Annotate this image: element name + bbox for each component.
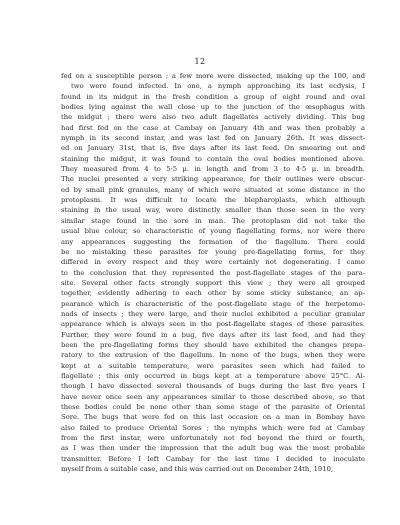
text-line: kept at a suitable temperature, were parasites seen which had failed to (61, 361, 365, 370)
text-line: Sore. The bugs that were fed on this last occasion on a man in Bombay have (61, 413, 365, 422)
text-line: transmitter. Before I left Cambay for the last time I decided to inoculate (61, 454, 365, 463)
text-line: usual blue colour, so characteristic of young flagellating forms, nor were there (61, 227, 365, 236)
text-line: two were found infected. In one, a nymph approaching its last ecdysis, I (71, 82, 365, 91)
text-line: any appearances suggesting the formation of the flagellum. There could (61, 237, 365, 246)
text-line: found in its midgut in the fresh condition a group of eight round and oval (61, 92, 365, 101)
text-line: bodies lying against the wall close up to the junction of the œsophagus with (61, 103, 365, 112)
text-line: as I was then under the impression that the adult bug was the most probable (61, 444, 365, 453)
text-line: though I have dissected several thousands of bugs during the last five years I (61, 382, 365, 391)
text-line: They measured from 4 to 5·5 μ. in length and from 3 to 4·5 μ. in breadth. (61, 165, 365, 174)
page-number: 12 (194, 57, 206, 66)
text-line: the midgut ; there were also two adult flagellates actively dividing. This bug (61, 113, 365, 122)
text-line: pearance which is characteristic of the post-flagellate stage of the herpetomo- (61, 299, 365, 308)
text-line: have never once seen any appearances similar to those described above, so that (61, 392, 365, 401)
text-line: similar stage found in the sore in man. The protoplasm did not take the (61, 216, 365, 225)
text-line: flagellate ; this only occurred in bugs kept at a temperature above 25°C. Al- (61, 371, 365, 380)
text-line: site. Several other facts strongly support this view ; they were all grouped (61, 278, 365, 287)
text-line: The nuclei presented a very striking appearance, for their outlines were obscur- (61, 175, 365, 184)
text-line: staining in the usual way, were distinctly smaller than those seen in the very (61, 206, 365, 215)
body-text (61, 71, 365, 474)
text-line: myself from a suitable case, and this was carried out on December 24th, 1910, (61, 465, 334, 474)
text-line: ed by small pink granules, many of which were situated at some distance in the (61, 185, 365, 194)
text-line: been the pre-flagellating forms they should have exhibited the changes prepa- (61, 340, 365, 349)
text-line: from the first instar, were unfortunately not fed beyond the third or fourth, (61, 434, 365, 443)
text-line: Further, they were found in a bug, five days after its last feed, and had they (61, 330, 365, 339)
text-line: ratory to the extrusion of the flagellum. In none of the bugs, when they were (61, 351, 365, 360)
text-line: together, evidently adhering to each other by some sticky substance, an ap- (61, 289, 365, 298)
text-line: be no mistaking these parasites for young pre-flagellating forms, for they (61, 247, 365, 256)
text-line: ed on January 31st, that is, five days after its last feed. On smearing out and (61, 144, 365, 153)
text-line: differed in every respect and they were certainly not degenerating. I came (61, 258, 365, 267)
text-line: to the conclusion that they represented the post-flagellate stages of the para- (61, 268, 365, 277)
text-line: appearance which is always seen in the post-flagellate stages of these parasites. (61, 320, 365, 329)
text-line: nymph in its second instar, and was last fed on January 26th. It was dissect- (61, 134, 365, 143)
text-line: staining the midgut, it was found to contain the oval bodies mentioned above. (61, 154, 365, 163)
text-line: fed on a susceptible person ; a few more were dissected, making up the 100, and (61, 72, 365, 80)
text-line: also failed to produce Oriental Sores ; the nymphs which were fed at Cambay (61, 423, 365, 432)
text-line: had first fed on the case at Cambay on January 4th and was then probably a (61, 123, 365, 132)
text-line: nads of insects ; they were large, and their nuclei exhibited a peculiar granular (61, 309, 365, 318)
text-line: protoplasm. It was difficult to locate the blepharoplasts, which although (61, 196, 365, 205)
text-line: these bodies could be none other than some stage of the parasite of Oriental (61, 403, 365, 411)
